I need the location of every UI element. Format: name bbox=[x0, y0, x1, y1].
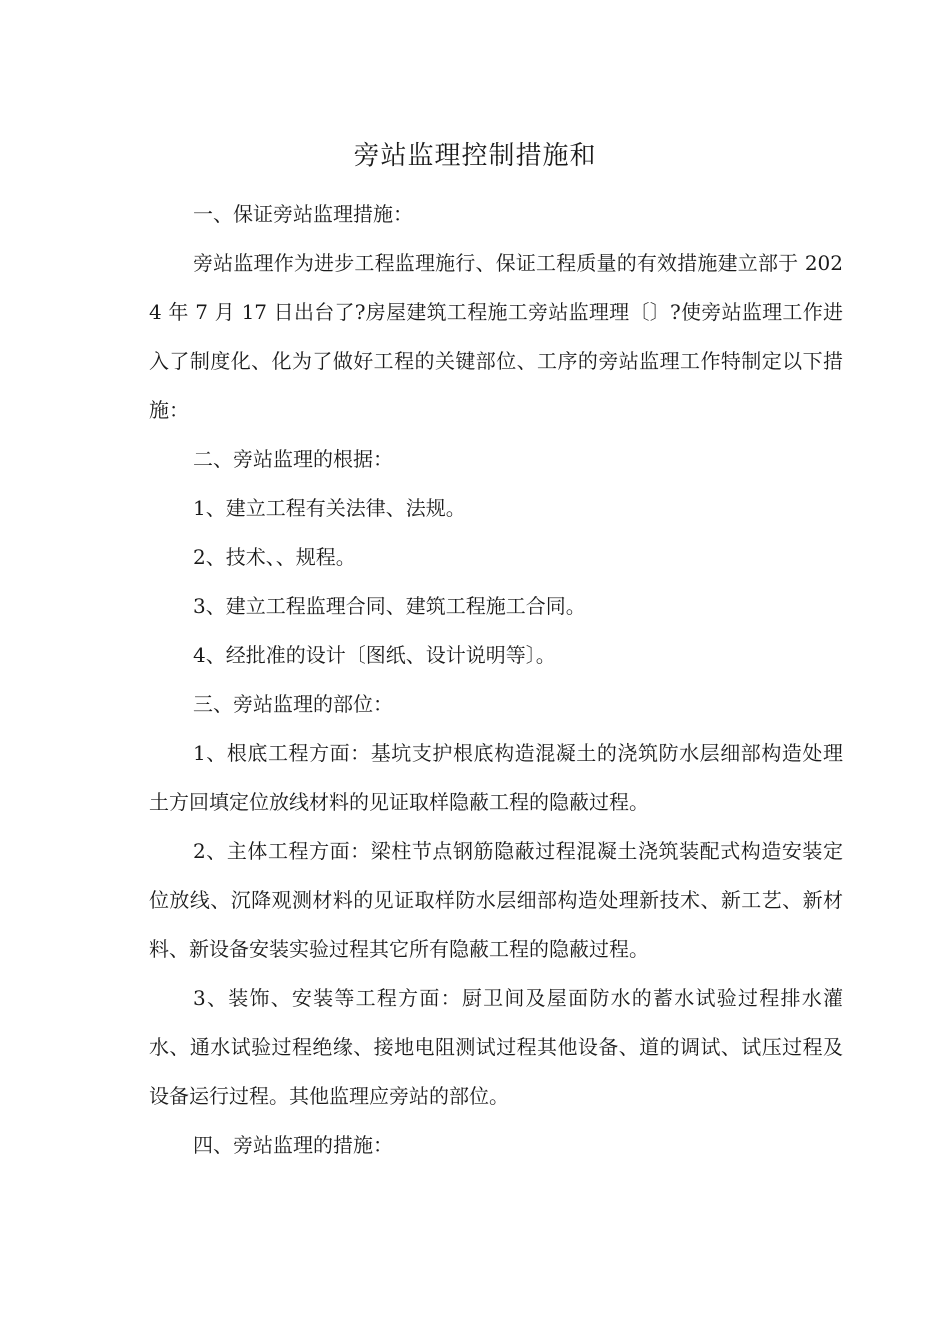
document-title: 旁站监理控制措施和 bbox=[353, 141, 597, 171]
list-item: 3、装饰、安装等工程方面：厨卫间及屋面防水的蓄水试验过程排水灌水、通水试验过程绝缘、接地电阻测试过程其他设备、道的调试、试压过程及设备运行过程。其他监理应旁站的部位。 bbox=[149, 986, 843, 1108]
list-item: 2、技术、、规程。 bbox=[193, 545, 356, 569]
section-heading-2: 二、旁站监理的根据： bbox=[193, 447, 393, 471]
section-heading-1: 一、保证旁站监理措施： bbox=[193, 202, 413, 226]
section-heading-3: 三、旁站监理的部位： bbox=[193, 692, 393, 716]
list-item: 2、主体工程方面：梁柱节点钢筋隐蔽过程混凝土浇筑装配式构造安装定位放线、沉降观测材料的见证取样防水层细部构造处理新技术、新工艺、新材料、新设备安装实验过程其它所有隐蔽工程的隐蔽过程。 bbox=[149, 839, 843, 961]
body-paragraph: 旁站监理作为进步工程监理施行、保证工程质量的有效措施建立部于 2024 年 7 月 17 日出台了?房屋建筑工程施工旁站监理理〔〕?使旁站监理工作进入了制度化、化为了做好工程的关键部位、工序的旁站监理工作特制定以下措施： bbox=[149, 251, 843, 422]
list-item: 1、建立工程有关法律、法规。 bbox=[193, 496, 466, 520]
section-heading-4: 四、旁站监理的措施： bbox=[193, 1133, 393, 1157]
document-body bbox=[149, 190, 843, 1170]
list-item: 3、建立工程监理合同、建筑工程施工合同。 bbox=[193, 594, 586, 618]
list-item: 1、根底工程方面：基坑支护根底构造混凝土的浇筑防水层细部构造处理土方回填定位放线材料的见证取样隐蔽工程的隐蔽过程。 bbox=[149, 741, 843, 814]
list-item: 4、经批准的设计〔图纸、设计说明等〕。 bbox=[193, 643, 556, 667]
